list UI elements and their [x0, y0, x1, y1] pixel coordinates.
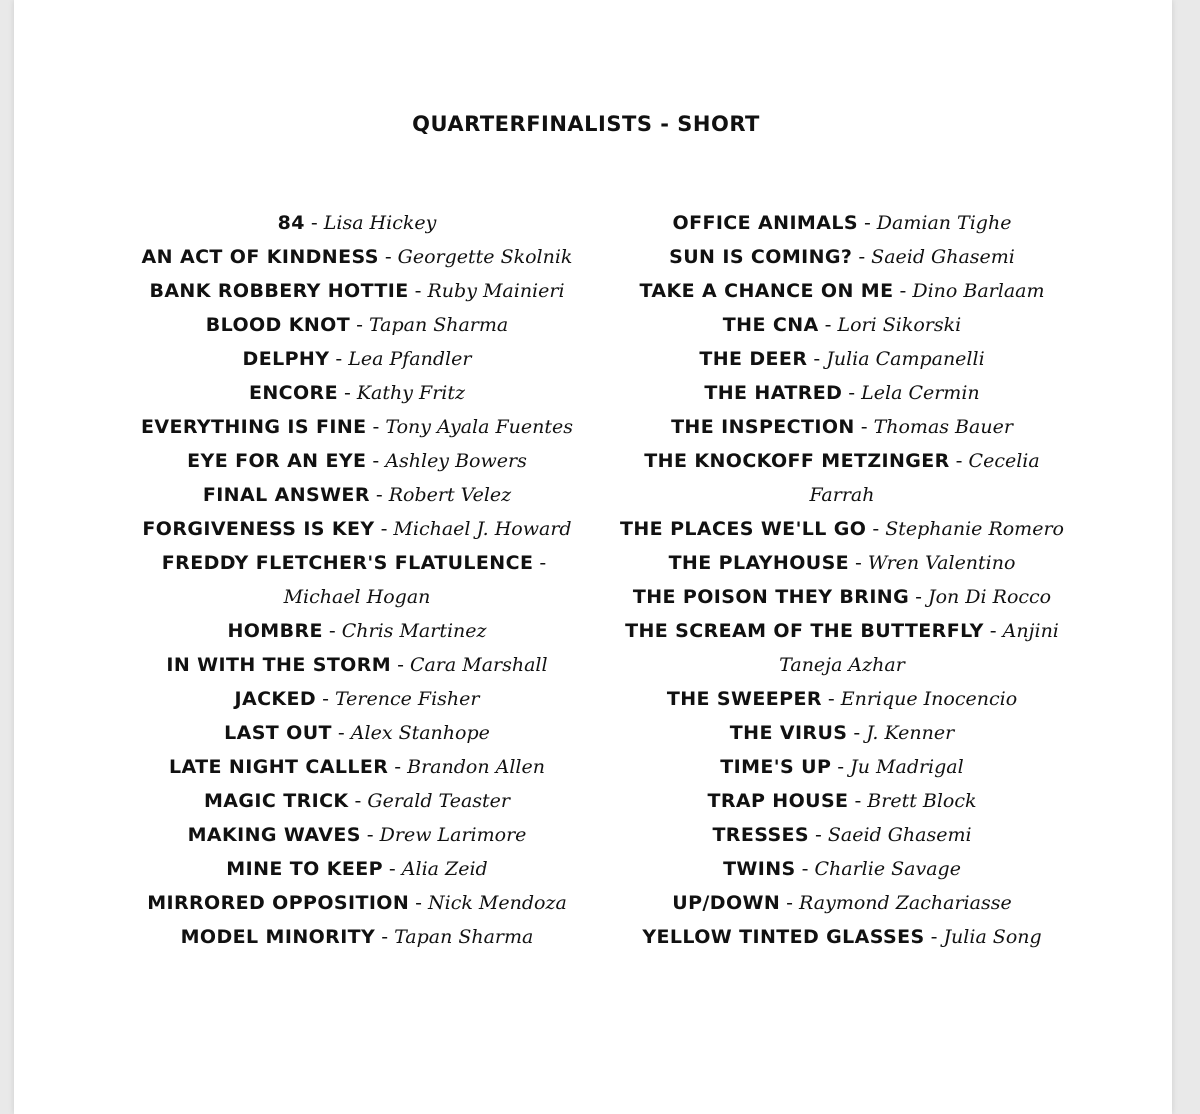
- list-entry: [612, 410, 1072, 444]
- entry-separator: -: [801, 858, 809, 880]
- entry-author: Brandon Allen: [407, 756, 545, 778]
- entry-title: THE SWEEPER: [666, 688, 822, 710]
- list-entry: [130, 410, 584, 444]
- entry-separator: -: [335, 348, 343, 370]
- entry-separator: -: [381, 926, 389, 948]
- list-entry: [130, 206, 584, 240]
- entry-author: Georgette Skolnik: [397, 246, 573, 268]
- list-entry: [612, 784, 1072, 818]
- entry-separator: -: [837, 756, 845, 778]
- entry-author: Lela Cermin: [861, 382, 980, 404]
- entry-separator: -: [860, 416, 868, 438]
- list-entry: [130, 648, 584, 682]
- entry-separator: -: [356, 314, 363, 336]
- entry-title: THE VIRUS: [729, 722, 848, 744]
- entry-author: J. Kenner: [866, 722, 955, 744]
- entry-author: Damian Tighe: [876, 212, 1012, 234]
- entry-author: Brett Block: [867, 790, 977, 812]
- entry-title: MAGIC TRICK: [203, 790, 349, 812]
- list-entry: [612, 852, 1072, 886]
- entry-separator: -: [394, 756, 402, 778]
- entry-title: IN WITH THE STORM: [166, 654, 392, 676]
- entry-title: TRAP HOUSE: [707, 790, 849, 812]
- entry-separator: -: [858, 246, 866, 268]
- entry-author: Ruby Mainieri: [427, 280, 565, 302]
- entry-title: THE DEER: [699, 348, 808, 370]
- entry-author: Wren Valentino: [867, 552, 1016, 574]
- entry-title: THE CNA: [722, 314, 819, 336]
- entry-author: Lisa Hickey: [323, 212, 437, 234]
- list-entry: [612, 308, 1072, 342]
- entry-author: Alex Stanhope: [350, 722, 490, 744]
- entry-separator: -: [397, 654, 404, 676]
- entry-title: LATE NIGHT CALLER: [169, 756, 389, 778]
- list-entry: [130, 512, 584, 546]
- entry-title: 84: [277, 212, 305, 234]
- list-entry: [612, 546, 1072, 580]
- entry-author: Raymond Zachariasse: [799, 892, 1012, 914]
- entry-author: Chris Martinez: [341, 620, 487, 642]
- entry-title: EYE FOR AN EYE: [187, 450, 367, 472]
- entry-separator: -: [855, 552, 862, 574]
- list-entry: [612, 376, 1072, 410]
- entry-author: Drew Larimore: [379, 824, 527, 846]
- entry-title: UP/DOWN: [672, 892, 781, 914]
- list-entry: [612, 444, 1072, 512]
- list-entry: [130, 546, 584, 614]
- entry-separator: -: [824, 314, 832, 336]
- list-entry: [612, 750, 1072, 784]
- entry-title: HOMBRE: [227, 620, 323, 642]
- entry-separator: -: [372, 450, 380, 472]
- list-entry: [612, 274, 1072, 308]
- entry-title: MODEL MINORITY: [180, 926, 376, 948]
- entry-separator: -: [415, 892, 423, 914]
- entry-author: Gerald Teaster: [367, 790, 510, 812]
- entry-title: THE INSPECTION: [671, 416, 855, 438]
- entry-author: Enrique Inocencio: [840, 688, 1018, 710]
- entry-separator: -: [337, 722, 345, 744]
- entry-separator: -: [930, 926, 938, 948]
- list-entry: [130, 240, 584, 274]
- entry-author: Dino Barlaam: [912, 280, 1045, 302]
- entry-author: Kathy Fritz: [356, 382, 465, 404]
- entry-author: Terence Fisher: [334, 688, 480, 710]
- list-entry: [612, 240, 1072, 274]
- entry-separator: -: [955, 450, 963, 472]
- list-entry: [130, 682, 584, 716]
- entry-title: MINE TO KEEP: [226, 858, 383, 880]
- entry-author: Robert Velez: [388, 484, 512, 506]
- entry-author: Anjini Taneja Azhar: [779, 620, 1059, 676]
- entry-title: BLOOD KNOT: [205, 314, 351, 336]
- entry-author: Tapan Sharma: [394, 926, 534, 948]
- list-entry: [130, 342, 584, 376]
- entry-separator: -: [343, 382, 351, 404]
- entry-title: MIRRORED OPPOSITION: [147, 892, 410, 914]
- entry-title: DELPHY: [242, 348, 330, 370]
- list-entry: [130, 716, 584, 750]
- entry-separator: -: [414, 280, 422, 302]
- entry-author: Saeid Ghasemi: [827, 824, 972, 846]
- list-entry: [130, 750, 584, 784]
- entry-author: Charlie Savage: [814, 858, 961, 880]
- entry-separator: -: [813, 348, 821, 370]
- entry-separator: -: [539, 552, 547, 574]
- entry-author: Cara Marshall: [409, 654, 548, 676]
- list-entry: [130, 478, 584, 512]
- entry-separator: -: [786, 892, 794, 914]
- entry-title: THE PLACES WE'LL GO: [620, 518, 867, 540]
- entry-title: THE SCREAM OF THE BUTTERFLY: [625, 620, 984, 642]
- list-entry: [612, 682, 1072, 716]
- entry-title: THE PLAYHOUSE: [668, 552, 850, 574]
- entry-author: Tapan Sharma: [368, 314, 509, 336]
- entry-title: YELLOW TINTED GLASSES: [642, 926, 925, 948]
- entry-author: Cecelia Farrah: [809, 450, 1040, 506]
- entry-title: OFFICE ANIMALS: [672, 212, 858, 234]
- list-entry: [612, 614, 1072, 682]
- entry-separator: -: [354, 790, 362, 812]
- entry-author: Michael J. Howard: [393, 518, 572, 540]
- entry-separator: -: [853, 722, 861, 744]
- list-entry: [612, 818, 1072, 852]
- entry-separator: -: [863, 212, 871, 234]
- list-entry: [130, 274, 584, 308]
- entry-author: Ju Madrigal: [850, 756, 964, 778]
- entry-title: TIME'S UP: [720, 756, 832, 778]
- entry-author: Ashley Bowers: [385, 450, 527, 472]
- entry-author: Lea Pfandler: [348, 348, 472, 370]
- entry-title: SUN IS COMING?: [669, 246, 853, 268]
- entry-separator: -: [848, 382, 856, 404]
- list-entry: [612, 580, 1072, 614]
- entry-author: Michael Hogan: [283, 586, 431, 608]
- list-entry: [130, 614, 584, 648]
- list-entry: [130, 308, 584, 342]
- entry-separator: -: [872, 518, 880, 540]
- list-entry: [612, 512, 1072, 546]
- entry-title: MAKING WAVES: [187, 824, 361, 846]
- list-entry: [612, 342, 1072, 376]
- list-entry: [130, 784, 584, 818]
- entry-title: FREDDY FLETCHER'S FLATULENCE: [161, 552, 534, 574]
- entry-title: JACKED: [234, 688, 317, 710]
- entry-separator: -: [380, 518, 388, 540]
- entry-separator: -: [375, 484, 383, 506]
- entry-separator: -: [815, 824, 822, 846]
- entry-title: EVERYTHING IS FINE: [140, 416, 367, 438]
- entry-separator: -: [854, 790, 862, 812]
- entry-author: Lori Sikorski: [837, 314, 962, 336]
- page-heading: QUARTERFINALISTS - SHORT: [412, 112, 760, 136]
- entry-separator: -: [915, 586, 922, 608]
- list-entry: [130, 920, 584, 954]
- entry-author: Saeid Ghasemi: [871, 246, 1015, 268]
- entry-separator: -: [388, 858, 396, 880]
- entry-title: THE KNOCKOFF METZINGER: [644, 450, 950, 472]
- entry-author: Nick Mendoza: [428, 892, 567, 914]
- entry-author: Julia Song: [943, 926, 1042, 948]
- entry-author: Alia Zeid: [401, 858, 488, 880]
- entry-title: BANK ROBBERY HOTTIE: [149, 280, 409, 302]
- entry-title: THE HATRED: [704, 382, 843, 404]
- entry-separator: -: [827, 688, 835, 710]
- entry-separator: -: [328, 620, 336, 642]
- entry-separator: -: [989, 620, 997, 642]
- entry-author: Julia Campanelli: [826, 348, 985, 370]
- list-entry: [612, 716, 1072, 750]
- list-entry: [612, 886, 1072, 920]
- list-entry: [612, 206, 1072, 240]
- entry-author: Stephanie Romero: [885, 518, 1064, 540]
- list-entry: [130, 818, 584, 852]
- entry-separator: -: [322, 688, 329, 710]
- entry-separator: -: [384, 246, 392, 268]
- entry-separator: -: [372, 416, 380, 438]
- list-entry: [130, 886, 584, 920]
- entry-title: TRESSES: [712, 824, 809, 846]
- list-entry: [612, 920, 1072, 954]
- entry-title: THE POISON THEY BRING: [632, 586, 910, 608]
- list-entry: [130, 376, 584, 410]
- entry-title: FINAL ANSWER: [202, 484, 370, 506]
- entry-separator: -: [899, 280, 907, 302]
- entry-separator: -: [366, 824, 374, 846]
- list-entry: [130, 444, 584, 478]
- entry-title: FORGIVENESS IS KEY: [142, 518, 375, 540]
- right-column-list: [612, 206, 1072, 954]
- list-entry: [130, 852, 584, 886]
- entry-title: ENCORE: [248, 382, 338, 404]
- entry-title: TWINS: [723, 858, 796, 880]
- entry-title: TAKE A CHANCE ON ME: [639, 280, 894, 302]
- entry-author: Thomas Bauer: [873, 416, 1013, 438]
- entry-title: LAST OUT: [224, 722, 332, 744]
- entry-author: Tony Ayala Fuentes: [385, 416, 574, 438]
- entry-author: Jon Di Rocco: [927, 586, 1052, 608]
- entry-separator: -: [310, 212, 318, 234]
- left-column-list: [130, 206, 584, 954]
- entry-title: AN ACT OF KINDNESS: [141, 246, 379, 268]
